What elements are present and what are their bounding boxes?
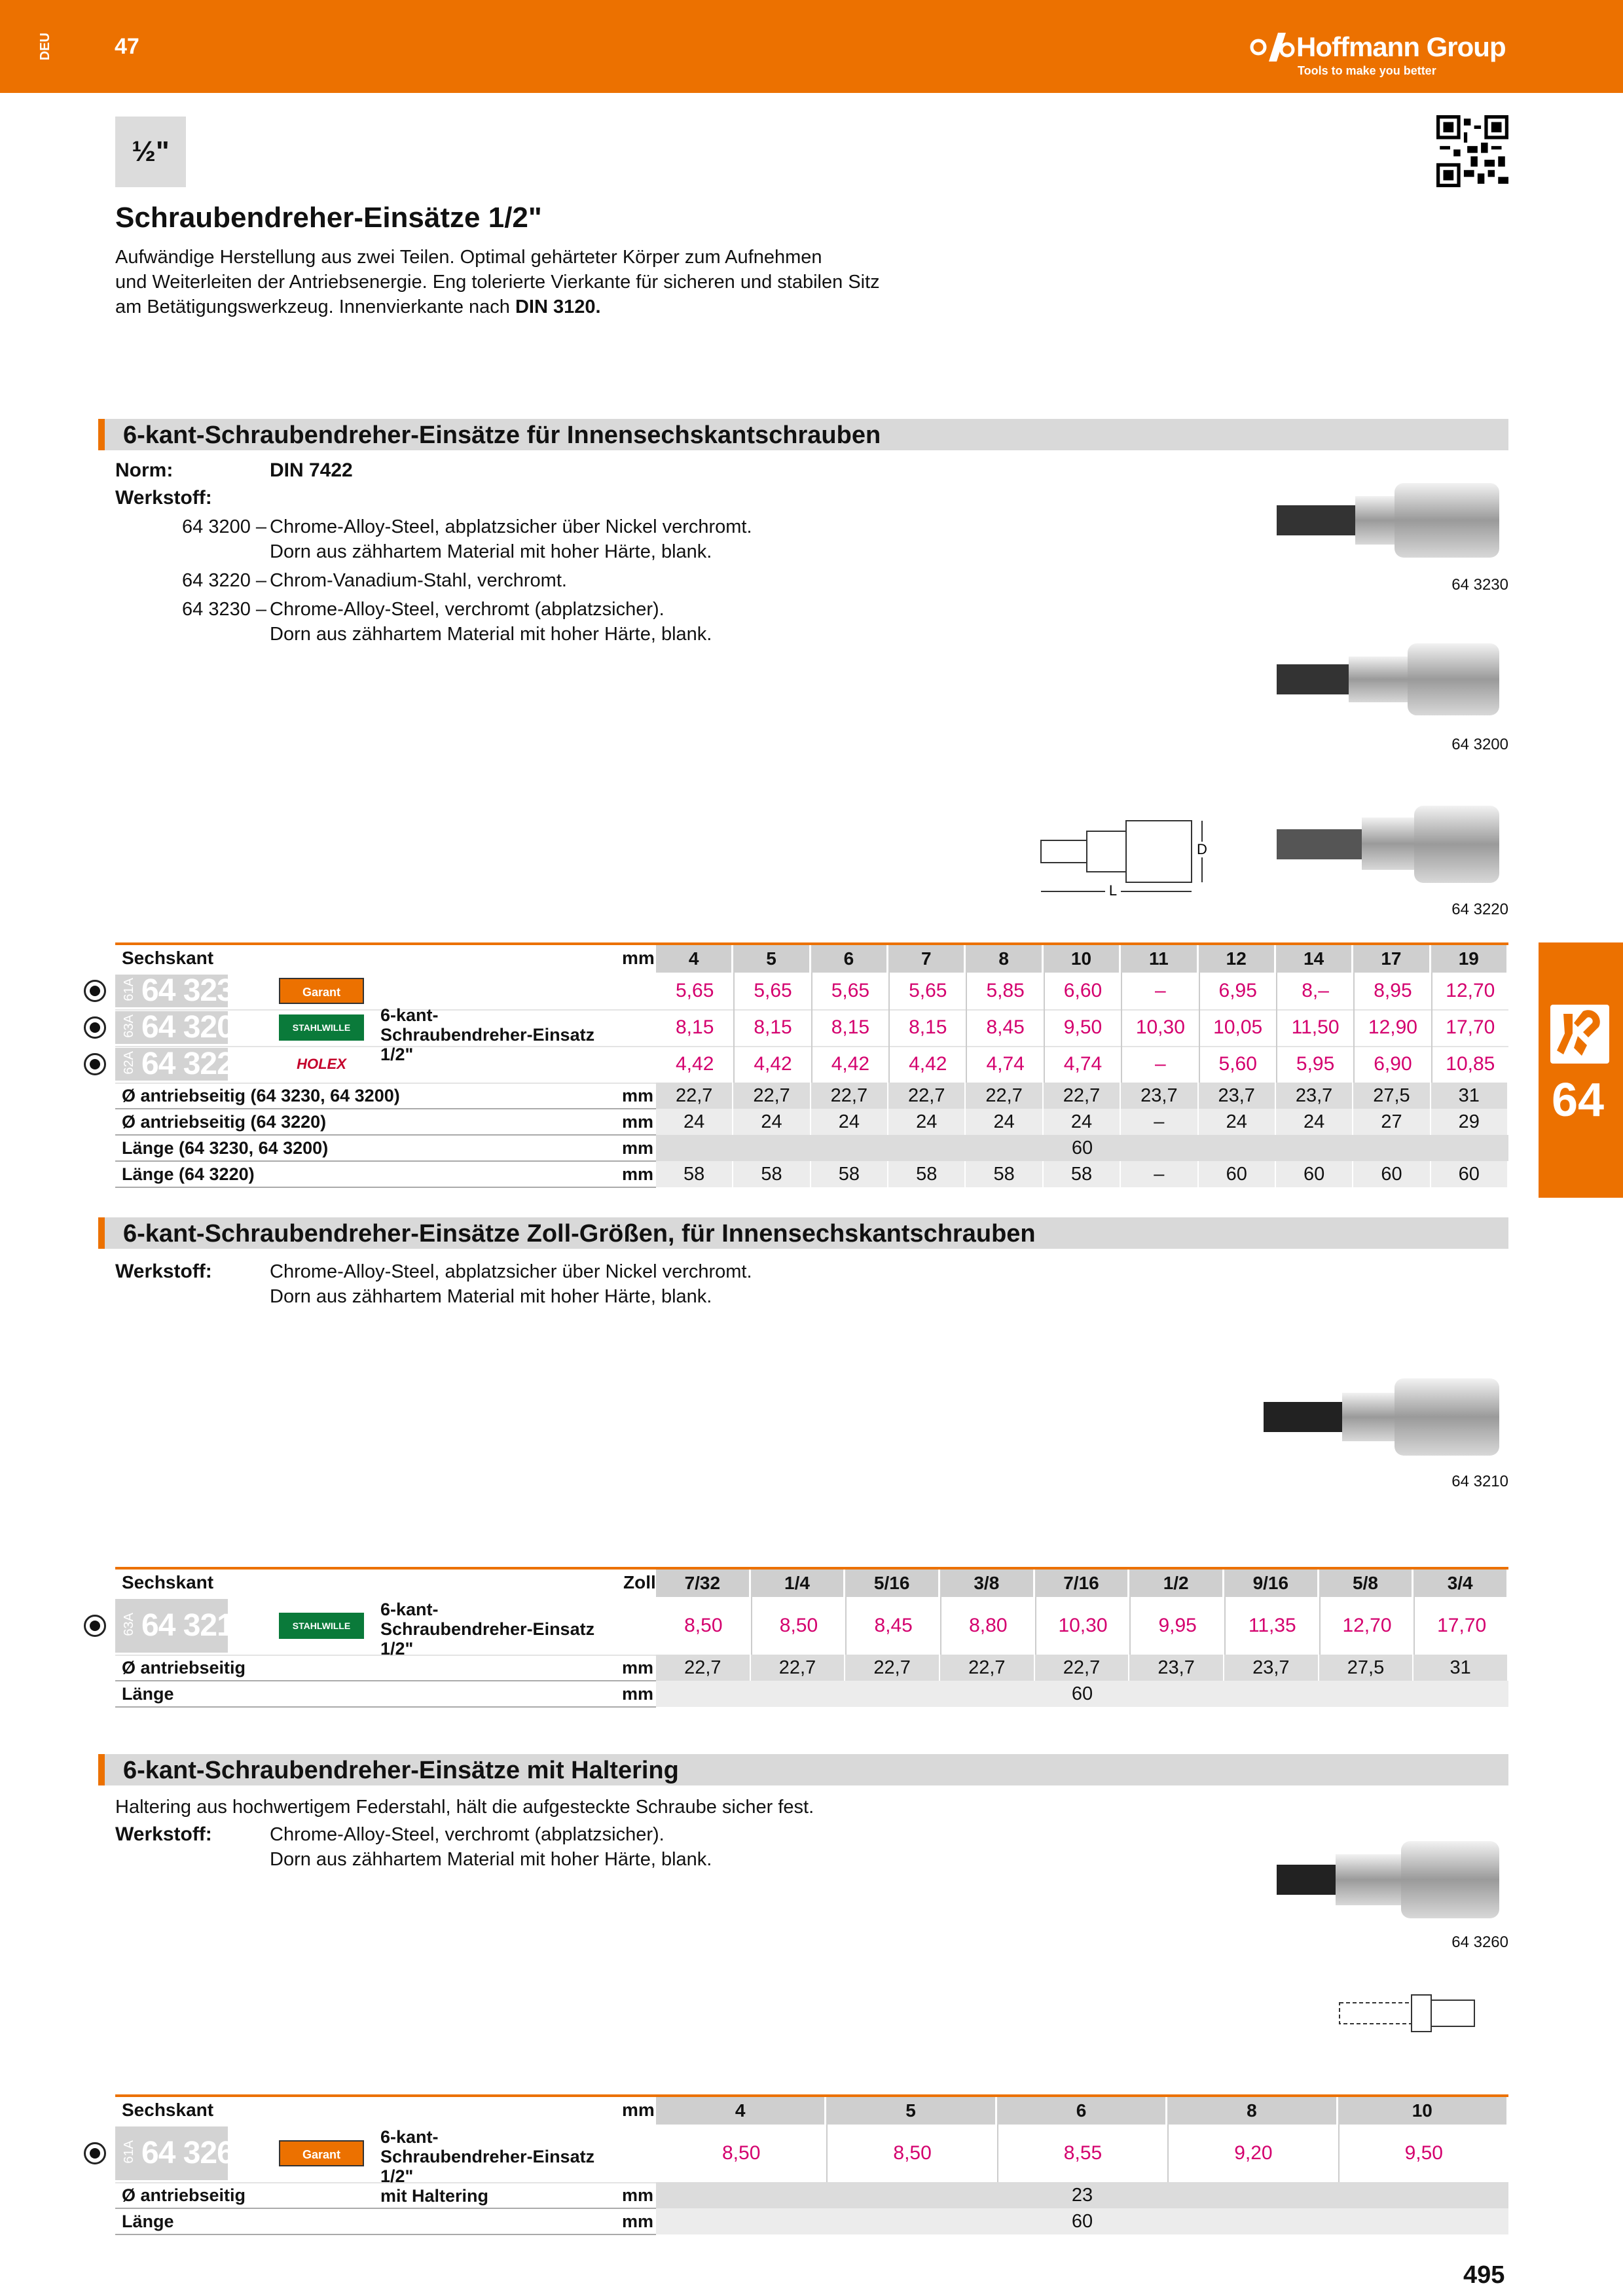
image-caption: 64 3220 <box>1451 901 1508 918</box>
size-header-row <box>656 2097 1508 2125</box>
material-code: 64 3220 – <box>182 570 267 591</box>
spec-cell: 22,7 <box>888 1083 966 1109</box>
section-title: 6-kant-Schraubendreher-Einsätze Zoll-Größen, für Innensechskantschrauben <box>123 1220 1036 1247</box>
image-caption: 64 3260 <box>1451 1933 1508 1951</box>
price-cell: 4,42 <box>733 1046 811 1083</box>
spec-unit: mm <box>622 1658 654 1677</box>
section-intro: Haltering aus hochwertigem Federstahl, hält die aufgesteckte Schraube sicher fest. <box>115 1797 814 1818</box>
image-caption: 64 3210 <box>1451 1473 1508 1490</box>
spec-cell: 31 <box>1431 1083 1508 1109</box>
product-description: 6-kant- Schraubendreher-Einsatz 1/2" <box>380 1600 595 1659</box>
article-number[interactable]: 64 3210 <box>141 1608 251 1643</box>
spec-cell: 27,5 <box>1353 1083 1431 1109</box>
price-cell: 8,50 <box>722 2142 761 2164</box>
spec-cell: 60 <box>1431 1161 1508 1187</box>
spec-merged-cell: 60 <box>656 1681 1508 1707</box>
spec-merged-cell: 60 <box>656 2208 1508 2234</box>
price-cell: 8,15 <box>733 1009 811 1046</box>
material-text: Dorn aus zähhartem Material mit hoher Härte, blank. <box>270 1849 712 1870</box>
material-text: Chrome-Alloy-Steel, abplatzsicher über Nickel verchromt. <box>270 1261 752 1282</box>
page-number-bottom: 495 <box>1463 2261 1505 2289</box>
spec-cell: 58 <box>656 1161 733 1187</box>
price-cell: – <box>1121 973 1198 1009</box>
spec-label: Ø antriebseitig (64 3230, 64 3200) <box>122 1086 400 1105</box>
spec-cell: 22,7 <box>733 1083 811 1109</box>
hoffmann-logo[interactable] <box>1244 26 1506 85</box>
size-header-cell: 6 <box>997 2097 1167 2125</box>
spec-cell: 31 <box>1413 1655 1508 1681</box>
price-cell: 5,65 <box>675 980 714 1001</box>
size-header-row <box>656 945 1508 973</box>
article-prefix: 63A <box>122 1014 136 1038</box>
section-header <box>98 419 1508 450</box>
spec-label: Ø antriebseitig <box>122 1658 246 1677</box>
brand-logo-garant: Garant <box>279 2140 364 2166</box>
material-code: 64 3200 – <box>182 516 267 537</box>
price-cell: 10,30 <box>1035 1597 1130 1655</box>
size-header-cell: 12 <box>1199 945 1276 973</box>
price-cell: 9,95 <box>1129 1597 1224 1655</box>
intro-text <box>115 245 966 319</box>
price-cell: 8,50 <box>826 2125 996 2182</box>
table-head-unit: mm <box>622 948 655 968</box>
price-cell: 11,50 <box>1276 1009 1353 1046</box>
size-header-cell: 4 <box>656 2097 826 2125</box>
price-cell: 10,85 <box>1431 1046 1508 1083</box>
price-cell: 11,35 <box>1224 1597 1319 1655</box>
spec-cell: 60 <box>1276 1161 1353 1187</box>
price-cell: 6,90 <box>1353 1046 1431 1083</box>
table-head-label: Sechskant <box>122 948 214 968</box>
section-header <box>98 1754 1508 1785</box>
bit-socket-image <box>1270 802 1506 887</box>
spec-cell: 22,7 <box>811 1083 888 1109</box>
select-radio[interactable] <box>84 980 106 1002</box>
price-cell: 5,85 <box>966 973 1043 1009</box>
chapter-number: 64 <box>1552 1074 1605 1126</box>
price-cell: 12,70 <box>1319 1597 1414 1655</box>
size-header-cell: 1/2 <box>1129 1570 1224 1597</box>
qr-code-icon[interactable] <box>1436 115 1508 187</box>
size-header-cell: 3/4 <box>1413 1570 1508 1597</box>
row-divider <box>115 2234 656 2235</box>
spec-cell: 27 <box>1353 1109 1431 1135</box>
price-cell: 12,90 <box>1353 1009 1431 1046</box>
din-reference: DIN 3120. <box>515 296 601 317</box>
spec-unit: mm <box>622 2212 654 2231</box>
table-head-label: Sechskant <box>122 1572 214 1592</box>
spec-cell: 23,7 <box>1121 1083 1198 1109</box>
spec-cell: 22,7 <box>751 1655 846 1681</box>
price-cell: 4,42 <box>811 1046 888 1083</box>
spec-label: Länge <box>122 1684 174 1704</box>
logo-text: Hoffmann Group <box>1296 31 1506 62</box>
spec-unit: mm <box>622 1138 654 1158</box>
intro-line: am Betätigungswerkzeug. Innenvierkante nach DIN 3120. <box>115 296 601 317</box>
price-cell: 8,– <box>1276 973 1353 1009</box>
spec-unit: mm <box>622 1164 654 1184</box>
price-table <box>115 942 1508 1185</box>
spec-cell: 24 <box>888 1109 966 1135</box>
size-header-cell: 8 <box>1167 2097 1338 2125</box>
size-header-cell: 5 <box>826 2097 996 2125</box>
logo-mark-icon <box>1249 30 1295 64</box>
article-prefix: 61A <box>122 978 136 1001</box>
spec-label: Länge (64 3230, 64 3200) <box>122 1138 329 1158</box>
price-cell: 8,15 <box>675 1016 714 1038</box>
bit-socket-image <box>1257 1374 1506 1460</box>
price-cell: 8,95 <box>1353 973 1431 1009</box>
price-cell: 4,74 <box>966 1046 1043 1083</box>
spec-cell: 27,5 <box>1319 1655 1414 1681</box>
page-title: Schraubendreher-Einsätze 1/2" <box>115 202 542 234</box>
description-line: Schraubendreher-Einsatz 1/2" <box>380 2147 595 2186</box>
row-divider <box>115 1706 656 1708</box>
spec-cell: 24 <box>966 1109 1043 1135</box>
spec-cell: 58 <box>811 1161 888 1187</box>
price-cell: 10,30 <box>1121 1009 1198 1046</box>
price-cell: 6,95 <box>1199 973 1276 1009</box>
material-label: Werkstoff: <box>115 1261 212 1282</box>
product-description <box>380 2127 629 2206</box>
table-head-unit: mm <box>622 2100 655 2120</box>
price-cell: 10,05 <box>1199 1009 1276 1046</box>
material-code: 64 3230 – <box>182 599 267 620</box>
spec-unit: mm <box>622 1086 654 1105</box>
price-cell: 4,42 <box>675 1053 714 1075</box>
material-text: Chrom-Vanadium-Stahl, verchromt. <box>270 570 567 591</box>
spec-cell: 24 <box>733 1109 811 1135</box>
material-text: Dorn aus zähhartem Material mit hoher Härte, blank. <box>270 624 712 645</box>
spec-label: Länge (64 3220) <box>122 1164 255 1184</box>
article-prefix: 63A <box>122 1613 136 1636</box>
brand-logo-garant: Garant <box>279 978 364 1004</box>
language-code: DEU <box>38 33 52 61</box>
spec-cell: 58 <box>888 1161 966 1187</box>
row-divider <box>115 2208 656 2209</box>
size-header-cell: 4 <box>656 945 733 973</box>
dimension-drawing <box>1034 812 1218 897</box>
logo-slogan: Tools to make you better <box>1298 64 1436 77</box>
spec-label: Länge <box>122 2212 174 2231</box>
spec-cell: 22,7 <box>656 1083 733 1109</box>
price-cell: 6,60 <box>1044 973 1121 1009</box>
brand-logo-stahlwille: STAHLWILLE <box>279 1613 364 1639</box>
size-header-cell: 5/16 <box>845 1570 940 1597</box>
price-cell: 17,70 <box>1431 1009 1508 1046</box>
spec-cell: 24 <box>1276 1109 1353 1135</box>
row-divider <box>115 1187 656 1188</box>
select-radio[interactable] <box>84 1615 106 1637</box>
brand-logo-stahlwille: STAHLWILLE <box>279 1014 364 1041</box>
spec-cell: 23,7 <box>1224 1655 1319 1681</box>
section-title: 6-kant-Schraubendreher-Einsätze für Innensechskantschrauben <box>123 422 881 449</box>
select-radio[interactable] <box>84 1053 106 1075</box>
table-body <box>115 973 1508 1185</box>
inch-size-badge: ½" <box>115 117 186 187</box>
spec-cell: 24 <box>1199 1109 1276 1135</box>
spec-cell: 23,7 <box>1199 1083 1276 1109</box>
material-label: Werkstoff: <box>115 487 212 509</box>
price-cell: 8,50 <box>751 1597 846 1655</box>
size-header-cell: 8 <box>966 945 1043 973</box>
spec-cell: – <box>1121 1109 1198 1135</box>
price-cell: 4,42 <box>888 1046 966 1083</box>
product-description: 6-kant- Schraubendreher-Einsatz 1/2" <box>380 1005 595 1064</box>
spec-cell: 58 <box>733 1161 811 1187</box>
price-cell: 5,65 <box>811 973 888 1009</box>
price-cell: 9,50 <box>1338 2125 1508 2182</box>
table-head-unit: Zoll <box>623 1572 656 1592</box>
spec-cell: 24 <box>811 1109 888 1135</box>
chapter-tab[interactable] <box>1539 942 1623 1198</box>
spec-cell: 24 <box>1044 1109 1121 1135</box>
price-cell: 8,50 <box>684 1615 723 1636</box>
spec-cell: 22,7 <box>940 1655 1035 1681</box>
article-prefix: 62A <box>122 1051 136 1075</box>
spec-merged-cell: 23 <box>656 2182 1508 2208</box>
price-cell: 8,45 <box>845 1597 940 1655</box>
price-cell: 8,80 <box>940 1597 1035 1655</box>
spec-label: Ø antriebseitig <box>122 2185 246 2205</box>
spec-cell: – <box>1121 1161 1198 1187</box>
spec-cell: 22,7 <box>656 1655 751 1681</box>
material-text: Chrome-Alloy-Steel, verchromt (abplatzsicher). <box>270 1824 665 1845</box>
table-body <box>115 1597 1508 1717</box>
spec-cell: 58 <box>1044 1161 1121 1187</box>
article-number[interactable]: 64 3200 <box>141 1010 251 1045</box>
size-header-cell: 10 <box>1044 945 1121 973</box>
spec-cell: 60 <box>1199 1161 1276 1187</box>
size-header-cell: 5 <box>733 945 811 973</box>
size-header-cell: 7/32 <box>656 1570 751 1597</box>
spec-unit: mm <box>622 1112 654 1132</box>
spec-unit: mm <box>622 1684 654 1704</box>
image-caption: 64 3200 <box>1451 736 1508 753</box>
material-text: Chrome-Alloy-Steel, abplatzsicher über Nickel verchromt. <box>270 516 752 537</box>
size-header-cell: 6 <box>811 945 888 973</box>
article-number[interactable]: 64 3220 <box>141 1047 251 1081</box>
spec-cell: 60 <box>1353 1161 1431 1187</box>
row-divider <box>115 1680 656 1681</box>
intro-line: und Weiterleiten der Antriebsenergie. Eng tolerierte Vierkante für sicheren und stabilen Sitz <box>115 272 880 293</box>
table-body <box>115 2125 1508 2245</box>
spec-label: Ø antriebseitig (64 3220) <box>122 1112 327 1132</box>
dim-d-label: D <box>1197 841 1207 857</box>
size-header-cell: 7 <box>888 945 966 973</box>
price-cell: 9,20 <box>1167 2125 1338 2182</box>
size-header-cell: 7/16 <box>1035 1570 1130 1597</box>
price-table <box>115 2094 1508 2245</box>
description-line: 6-kant- <box>380 2127 439 2147</box>
spec-cell: 58 <box>966 1161 1043 1187</box>
select-radio[interactable] <box>84 2142 106 2164</box>
spec-cell: 22,7 <box>1044 1083 1121 1109</box>
size-header-cell: 3/8 <box>940 1570 1035 1597</box>
price-cell: 8,45 <box>966 1009 1043 1046</box>
material-text: Chrome-Alloy-Steel, verchromt (abplatzsicher). <box>270 599 665 620</box>
size-header-cell: 10 <box>1338 2097 1508 2125</box>
size-header-cell: 14 <box>1276 945 1353 973</box>
size-header-cell: 9/16 <box>1224 1570 1319 1597</box>
spec-cell: 22,7 <box>845 1655 940 1681</box>
spec-cell: 22,7 <box>966 1083 1043 1109</box>
norm-value: DIN 7422 <box>270 459 353 481</box>
price-cell: 8,55 <box>997 2125 1167 2182</box>
price-table <box>115 1567 1508 1717</box>
brand-logo-holex: HOLEX <box>279 1051 364 1077</box>
bit-socket-image <box>1270 638 1506 720</box>
article-prefix: 61A <box>122 2140 136 2164</box>
price-cell: 4,74 <box>1044 1046 1121 1083</box>
material-text: Dorn aus zähhartem Material mit hoher Härte, blank. <box>270 541 712 562</box>
spec-cell: 22,7 <box>1035 1655 1130 1681</box>
page-number-top: 47 <box>115 34 139 59</box>
norm-label: Norm: <box>115 459 173 481</box>
dim-l-label: L <box>1108 882 1118 897</box>
price-cell: 12,70 <box>1431 973 1508 1009</box>
price-cell: 5,65 <box>733 973 811 1009</box>
price-cell: 5,95 <box>1276 1046 1353 1083</box>
size-header-cell: 17 <box>1353 945 1431 973</box>
section-title: 6-kant-Schraubendreher-Einsätze mit Haltering <box>123 1757 679 1784</box>
price-cell: 8,15 <box>888 1009 966 1046</box>
material-text: Dorn aus zähhartem Material mit hoher Härte, blank. <box>270 1286 712 1307</box>
retaining-ring-drawing <box>1336 1983 1480 2042</box>
description-line: mit Haltering <box>380 2186 489 2206</box>
select-radio[interactable] <box>84 1016 106 1039</box>
spec-cell: 24 <box>656 1109 733 1135</box>
wrench-icon <box>1550 1005 1609 1064</box>
size-header-cell: 11 <box>1121 945 1198 973</box>
price-cell: 17,70 <box>1413 1597 1508 1655</box>
size-header-row <box>656 1570 1508 1597</box>
size-header-cell: 19 <box>1431 945 1508 973</box>
article-number[interactable]: 64 3260 <box>141 2136 251 2170</box>
spec-cell: 29 <box>1431 1109 1508 1135</box>
spec-unit: mm <box>622 2185 654 2205</box>
article-number[interactable]: 64 3230 <box>141 973 251 1008</box>
material-label: Werkstoff: <box>115 1823 212 1845</box>
section-header <box>98 1217 1508 1249</box>
price-cell: 5,60 <box>1199 1046 1276 1083</box>
size-header-cell: 5/8 <box>1319 1570 1414 1597</box>
bit-socket-image <box>1270 478 1506 563</box>
price-cell: – <box>1121 1046 1198 1083</box>
price-cell: 9,50 <box>1044 1009 1121 1046</box>
bit-socket-image <box>1270 1836 1506 1924</box>
spec-cell: 23,7 <box>1129 1655 1224 1681</box>
image-caption: 64 3230 <box>1451 576 1508 594</box>
intro-line: Aufwändige Herstellung aus zwei Teilen. Optimal gehärteter Körper zum Aufnehmen <box>115 247 822 268</box>
spec-merged-cell: 60 <box>656 1135 1508 1161</box>
table-head-label: Sechskant <box>122 2100 214 2120</box>
spec-cell: 23,7 <box>1276 1083 1353 1109</box>
price-cell: 5,65 <box>888 973 966 1009</box>
size-header-cell: 1/4 <box>751 1570 846 1597</box>
price-cell: 8,15 <box>811 1009 888 1046</box>
